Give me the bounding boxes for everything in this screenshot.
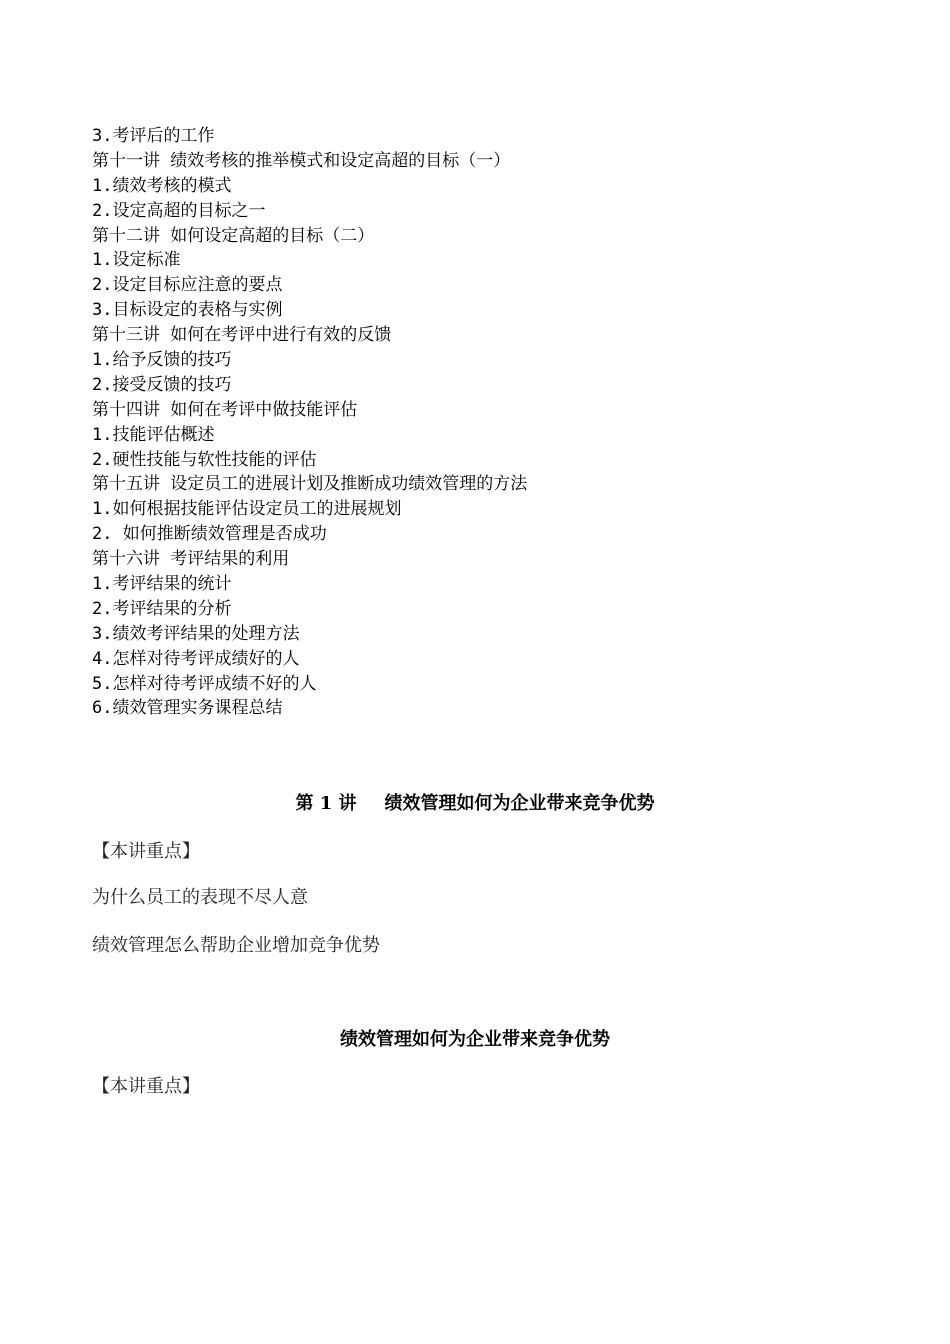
lecture-1-title: 绩效管理如何为企业带来竞争优势 [384,793,655,814]
key-point-item: 绩效管理怎么帮助企业增加竞争优势 [92,935,380,956]
key-point-item: 为什么员工的表现不尽人意 [92,887,308,908]
toc-line: 第十一讲 绩效考核的推举模式和设定高超的目标（一） [92,150,511,171]
toc-line: 1.给予反馈的技巧 [92,350,232,371]
toc-line: 5.怎样对待考评成绩不好的人 [92,673,317,694]
section-heading: 绩效管理如何为企业带来竞争优势 [340,1029,610,1050]
toc-line: 2.设定目标应注意的要点 [92,275,283,296]
toc-line: 第十六讲 考评结果的利用 [92,549,290,570]
key-points-label: 【本讲重点】 [92,1076,200,1097]
toc-line: 3.目标设定的表格与实例 [92,300,283,321]
toc-line: 2.考评结果的分析 [92,598,232,619]
toc-line: 1.技能评估概述 [92,424,215,445]
key-points-label: 【本讲重点】 [92,841,200,862]
lecture-1-number: 第 1 讲 [295,793,357,814]
lecture-1-heading [0,792,950,816]
toc-line: 1.如何根据技能评估设定员工的进展规划 [92,499,402,520]
toc-line: 第十三讲 如何在考评中进行有效的反馈 [92,325,392,346]
toc-line: 3.考评后的工作 [92,126,215,146]
toc-line: 1.绩效考核的模式 [92,175,232,196]
toc-line: 2.接受反馈的技巧 [92,374,232,395]
toc-line: 第十四讲 如何在考评中做技能评估 [92,399,358,420]
toc-line: 第十二讲 如何设定高超的目标（二） [92,225,375,246]
toc-line: 4.怎样对待考评成绩好的人 [92,648,300,669]
toc-line: 2.设定高超的目标之一 [92,200,266,221]
toc-line: 3.绩效考评结果的处理方法 [92,623,300,644]
toc-line: 第十五讲 设定员工的进展计划及推断成功绩效管理的方法 [92,474,528,495]
toc-line: 2.硬性技能与软性技能的评估 [92,449,317,470]
table-of-contents [92,124,872,721]
toc-line: 1.设定标准 [92,250,181,271]
toc-line: 2. 如何推断绩效管理是否成功 [92,524,327,545]
toc-line: 1.考评结果的统计 [92,574,232,595]
toc-line: 6.绩效管理实务课程总结 [92,698,283,719]
